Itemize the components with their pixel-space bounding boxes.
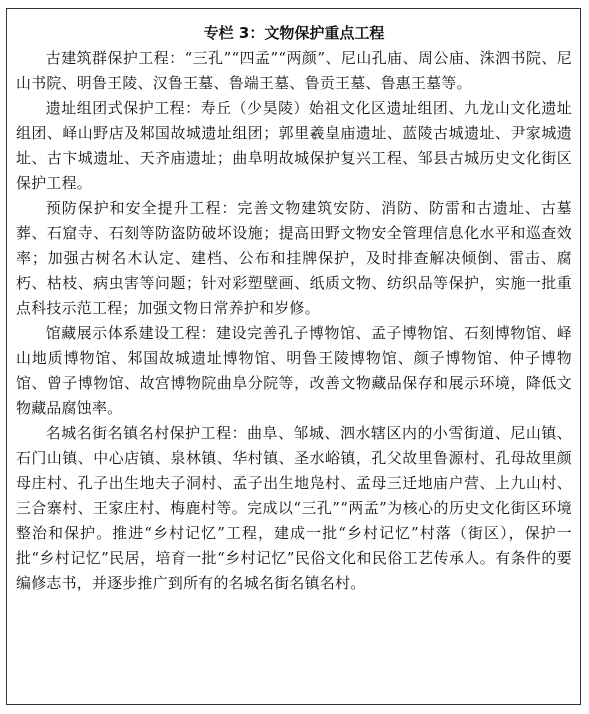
paragraph-museum-system: 馆藏展示体系建设工程：建设完善孔子博物馆、孟子博物馆、石刻博物馆、峄山地质博物馆、邾国故城遗址博物馆、明鲁王陵博物馆、颜子博物馆、仲子博物馆、曾子博物馆、故宫博物院曲阜分院等，改善文物藏品保存和展示环境，降低文物藏品腐蚀率。: [16, 324, 572, 417]
paragraph-famous-towns-villages: 名城名街名镇名村保护工程：曲阜、邹城、泗水辖区内的小雪街道、尼山镇、石门山镇、中心店镇、泉林镇、华村镇、圣水峪镇，孔父故里鲁源村、孔母故里颜母庄村、孔子出生地夫子洞村、孟子出生地凫村、孟母三迁地庙户营、上九山村、三合寨村、王家庄村、梅鹿村等。完成以“三孔”“两孟”为核心的历史文化街区环境整治和保护。推进“乡村记忆”工程，建成一批“乡村记忆”村落（街区），保护一批“乡村记忆”民居，培育一批“乡村记忆”民俗文化和民俗工艺传承人。有条件的要编修志书，并逐步推广到所有的名城名街名镇名村。: [16, 424, 572, 592]
column-box: [6, 8, 581, 705]
paragraph-site-clusters: 遗址组团式保护工程：寿丘（少昊陵）始祖文化区遗址组团、九龙山文化遗址组团、峄山野店及邾国故城遗址组团；郭里羲皇庙遗址、蓝陵古城遗址、尹家城遗址、古卞城遗址、天齐庙遗址；曲阜明故城保护复兴工程、邹县古城历史文化街区保护工程。: [16, 99, 572, 192]
box-title: 专栏 3：文物保护重点工程: [203, 24, 385, 42]
paragraph-ancient-buildings: 古建筑群保护工程：“三孔”“四孟”“两颜”、尼山孔庙、周公庙、洙泗书院、尼山书院、明鲁王陵、汉鲁王墓、鲁端王墓、鲁贡王墓、鲁惠王墓等。: [16, 49, 572, 92]
paragraph-preventive-protection: 预防保护和安全提升工程：完善文物建筑安防、消防、防雷和古遗址、古墓葬、石窟寺、石刻等防盗防破坏设施；提高田野文物安全管理信息化水平和巡查效率；加强古树名木认定、建档、公布和挂牌保护，及时排查解决倾倒、雷击、腐朽、枯枝、病虫害等问题；针对彩塑壁画、纸质文物、纺织品等保护，实施一批重点科技示范工程；加强文物日常养护和岁修。: [16, 199, 572, 317]
